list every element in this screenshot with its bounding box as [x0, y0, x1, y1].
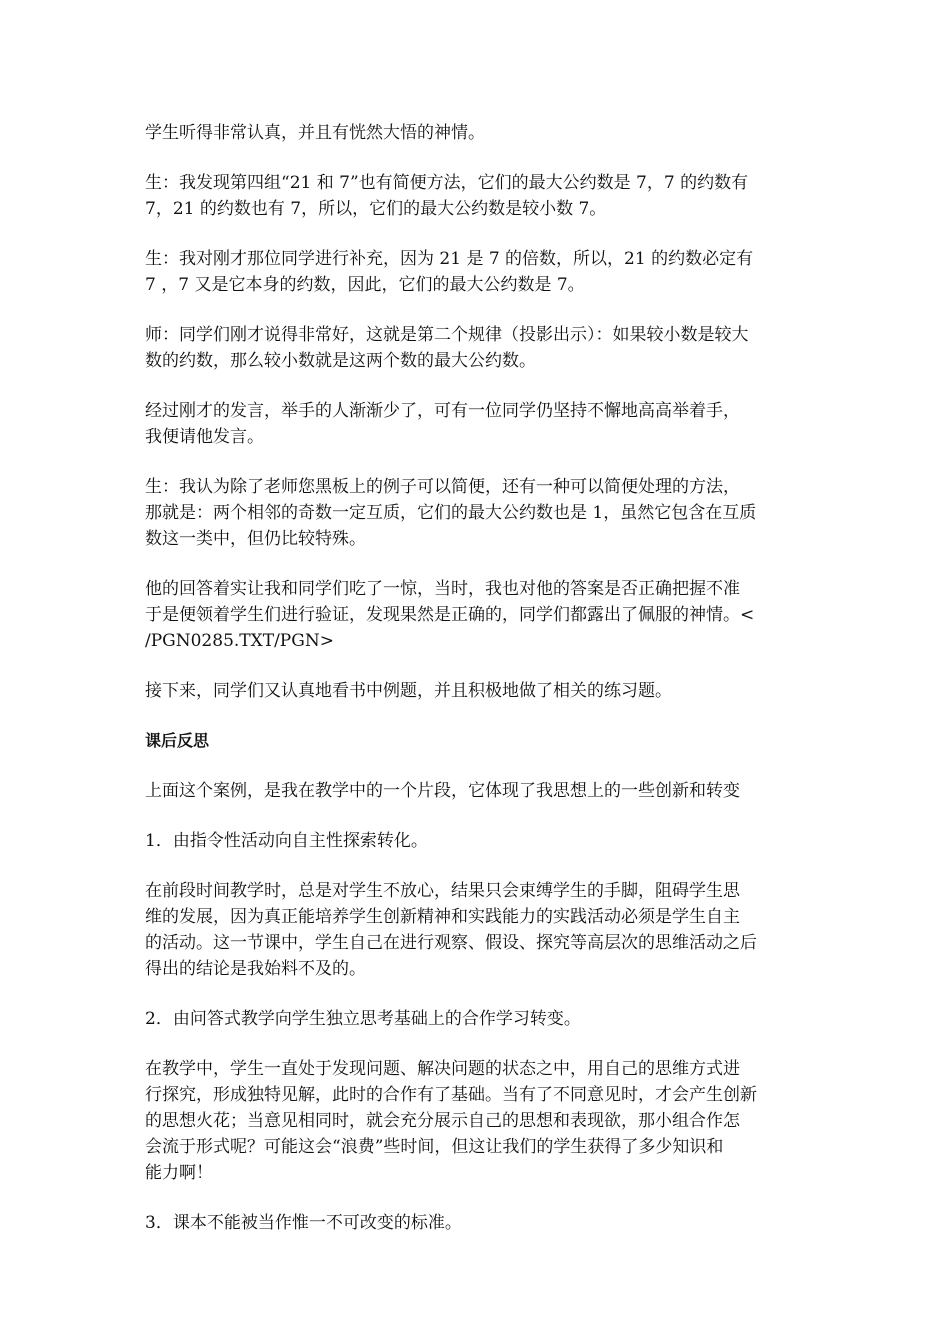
paragraph-line: 行探究，形成独特见解，此时的合作有了基础。当有了不同意见时，才会产生创新 — [145, 1085, 757, 1105]
paragraph-line: 7，21 的约数也有 7，所以，它们的最大公约数是较小数 7。 — [145, 199, 607, 219]
paragraph-line: 那就是：两个相邻的奇数一定互质，它们的最大公约数也是 1，虽然它包含在互质 — [145, 503, 757, 523]
paragraph-line: 2．由问答式教学向学生独立思考基础上的合作学习转变。 — [145, 1009, 581, 1029]
paragraph — [145, 322, 810, 374]
paragraph — [145, 878, 810, 982]
paragraph — [145, 246, 810, 298]
paragraph-line: 在前段时间教学时，总是对学生不放心，结果只会束缚学生的手脚，阻碍学生思 — [145, 881, 740, 901]
paragraph — [145, 474, 810, 552]
paragraph — [145, 678, 810, 704]
paragraph-line: 他的回答着实让我和同学们吃了一惊，当时，我也对他的答案是否正确把握不准 — [145, 579, 740, 599]
paragraph-line: 在教学中，学生一直处于发现问题、解决问题的状态之中，用自己的思维方式进 — [145, 1059, 740, 1079]
paragraph — [145, 1210, 810, 1236]
paragraph-line: 会流于形式呢？可能这会“浪费”些时间，但这让我们的学生获得了多少知识和 — [145, 1137, 724, 1157]
paragraph-line: 的思想火花；当意见相同时，就会充分展示自己的思想和表现欲，那小组合作怎 — [145, 1111, 740, 1131]
paragraph-line: 1．由指令性活动向自主性探索转化。 — [145, 831, 428, 851]
paragraph — [145, 828, 810, 854]
paragraph-line: 我便请他发言。 — [145, 427, 264, 447]
paragraph-line: 经过刚才的发言，举手的人渐渐少了，可有一位同学仍坚持不懈地高高举着手， — [145, 401, 740, 421]
paragraph-line: 学生听得非常认真，并且有恍然大悟的神情。 — [145, 123, 485, 143]
paragraph-line: 得出的结论是我始料不及的。 — [145, 959, 366, 979]
paragraph — [145, 778, 810, 804]
paragraph — [145, 1056, 810, 1186]
paragraph — [145, 398, 810, 450]
paragraph-line: 生：我发现第四组“21 和 7”也有简便方法，它们的最大公约数是 7，7 的约数有 — [145, 173, 749, 193]
paragraph-line: /PGN0285.TXT/PGN> — [145, 631, 334, 651]
section-heading: 课后反思 — [145, 731, 210, 750]
paragraph-line: 数这一类中，但仍比较特殊。 — [145, 529, 366, 549]
paragraph-line: 于是便领着学生们进行验证，发现果然是正确的，同学们都露出了佩服的神情。< — [145, 605, 755, 625]
paragraph-line: 数的约数，那么较小数就是这两个数的最大公约数。 — [145, 351, 536, 371]
paragraph — [145, 170, 810, 222]
paragraph-line: 师：同学们刚才说得非常好，这就是第二个规律（投影出示）：如果较小数是较大 — [145, 325, 749, 345]
paragraph — [145, 120, 810, 146]
paragraph-line: 接下来，同学们又认真地看书中例题，并且积极地做了相关的练习题。 — [145, 681, 672, 701]
paragraph-line: 上面这个案例，是我在教学中的一个片段，它体现了我思想上的一些创新和转变 — [145, 781, 740, 801]
paragraph-line: 维的发展，因为真正能培养学生创新精神和实践能力的实践活动必须是学生自主 — [145, 907, 740, 927]
paragraph-line: 生：我认为除了老师您黑板上的例子可以简便，还有一种可以简便处理的方法， — [145, 477, 740, 497]
paragraph — [145, 1006, 810, 1032]
paragraph — [145, 576, 810, 654]
paragraph-line: 的活动。这一节课中，学生自己在进行观察、假设、探究等高层次的思维活动之后 — [145, 933, 757, 953]
document-body — [145, 120, 810, 1260]
paragraph-line: 7 ，7 又是它本身的约数，因此，它们的最大公约数是 7。 — [145, 275, 585, 295]
paragraph-line: 生：我对刚才那位同学进行补充，因为 21 是 7 的倍数，所以，21 的约数必定有 — [145, 249, 754, 269]
paragraph-line: 3．课本不能被当作惟一不可改变的标准。 — [145, 1213, 462, 1233]
paragraph-line: 能力啊！ — [145, 1163, 213, 1183]
